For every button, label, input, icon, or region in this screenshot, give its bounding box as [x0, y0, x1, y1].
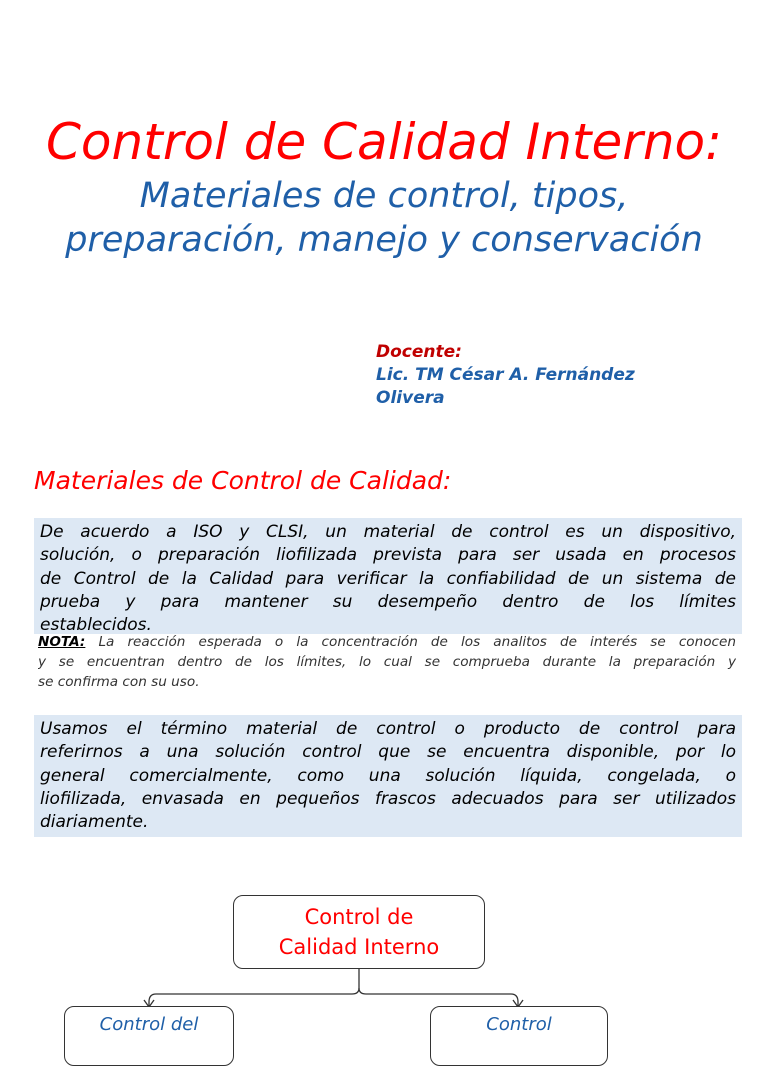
definition-line: De acuerdo a ISO y CLSI, un material de control es un dispositivo, [40, 522, 736, 542]
definition-line: solución, o preparación liofilizada prevista para ser usada en procesos [40, 545, 736, 566]
diagram-root-node [233, 895, 485, 969]
connector-right [359, 988, 518, 1006]
docente-label: Docente: [376, 342, 462, 362]
definition-paragraph [40, 518, 736, 637]
root-node-line: Control de [304, 905, 414, 929]
definition-line: establecidos. [40, 615, 152, 636]
usage-paragraph [40, 715, 736, 834]
usage-line: liofilizada, envasada en pequeños frascos adecuados para ser utilizados [40, 788, 736, 809]
usage-line: general comercialmente, como una solución líquida, congelada, o [40, 765, 736, 786]
note-label: NOTA: [38, 634, 86, 650]
note-line [38, 632, 736, 652]
usage-box [34, 715, 742, 837]
usage-line: referirnos a una solución control que se encuentra disponible, por lo [40, 742, 736, 763]
definition-box [34, 518, 742, 634]
right-node-label: Control [486, 1014, 552, 1035]
docente-block [376, 341, 635, 410]
note-block [38, 632, 736, 692]
slide-subtitle [0, 174, 768, 262]
definition-line: de Control de la Calidad para verificar la confiabilidad de un sistema de [40, 568, 736, 589]
note-line: y se encuentran dentro de los límites, lo cual se comprueba durante la preparación y [38, 654, 736, 670]
usage-line: diariamente. [40, 812, 149, 833]
note-line: se confirma con su uso. [38, 674, 200, 690]
docente-name-line: Lic. TM César A. Fernández [376, 365, 635, 385]
section-heading: Materiales de Control de Calidad: [34, 466, 452, 495]
subtitle-line: Materiales de control, tipos, [139, 176, 629, 216]
slide-title: Control de Calidad Interno: [46, 113, 722, 171]
diagram-left-node [64, 1006, 234, 1066]
definition-line: prueba y para mantener su desempeño dentro de los límites [40, 591, 736, 612]
usage-line: Usamos el término material de control o producto de control para [40, 719, 736, 739]
connector-left [149, 969, 359, 1006]
diagram-right-node [430, 1006, 608, 1066]
root-node-line: Calidad Interno [278, 935, 440, 959]
subtitle-line: preparación, manejo y conservación [65, 220, 703, 260]
note-text: La reacción esperada o la concentración de los analitos de interés se conocen [85, 634, 736, 650]
left-node-label: Control del [99, 1014, 199, 1035]
docente-name-line: Olivera [376, 388, 445, 408]
